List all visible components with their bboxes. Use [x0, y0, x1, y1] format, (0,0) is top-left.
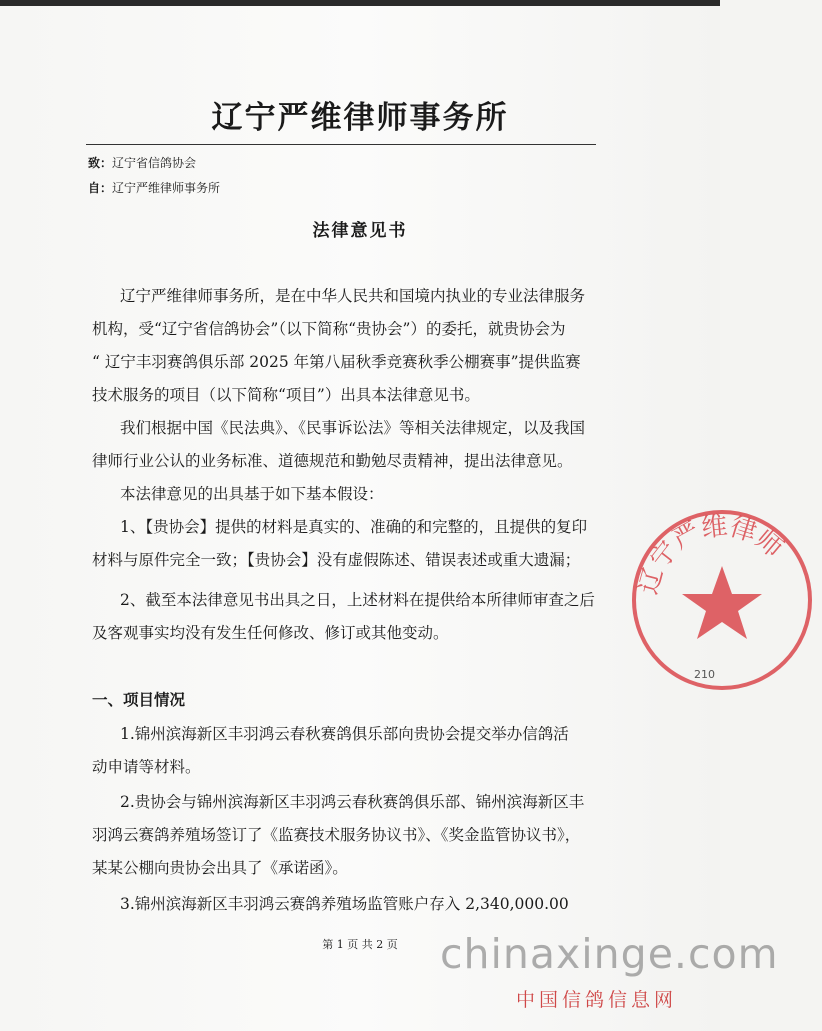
page-indicator: 第 1 页 共 2 页	[322, 938, 398, 951]
official-seal-stamp	[622, 500, 822, 700]
header-divider	[86, 144, 596, 145]
paragraph-line: “ 辽宁丰羽赛鸽俱乐部 2025 年第八届秋季竞赛秋季公棚赛事”提供监赛	[92, 353, 581, 371]
section-line: 某某公棚向贵协会出具了《承诺函》。	[92, 859, 348, 877]
document-title: 法律意见书	[312, 221, 408, 241]
recipient-line	[88, 154, 196, 171]
paragraph-line: 及客观事实均没有发生任何修改、修订或其他变动。	[92, 624, 449, 642]
recipient-value: 辽宁省信鸽协会	[112, 156, 197, 170]
paragraph-line: 2、截至本法律意见书出具之日，上述材料在提供给本所律师审查之后	[120, 591, 595, 609]
paragraph-line: 材料与原件完全一致；【贵协会】没有虚假陈述、错误表述或重大遗漏；	[92, 551, 581, 569]
paragraph-line: 机构，受“辽宁省信鸽协会”（以下简称“贵协会”）的委托，就贵协会为	[92, 320, 566, 338]
site-watermark: chinaxinge.com	[440, 930, 779, 978]
firm-title: 辽宁严维律师事务所	[211, 100, 509, 136]
section-line: 羽鸿云赛鸽养殖场签订了《监赛技术服务协议书》、《奖金监管协议书》，	[92, 826, 581, 844]
recipient-label: 致：	[88, 156, 113, 170]
seal-text-path: 辽宁严维律师	[633, 511, 789, 598]
seal-star-icon	[682, 566, 762, 639]
paragraph-engagement	[92, 280, 628, 412]
paragraph-line: 本法律意见的出具基于如下基本假设：	[120, 485, 384, 503]
seal-number: 210	[694, 668, 715, 681]
paragraph-line: 1、【贵协会】提供的材料是真实的、准确的和完整的，且提供的复印	[120, 518, 588, 536]
section-line: 3.锦州滨海新区丰羽鸿云赛鸽养殖场监管账户存入 2,340,000.00	[120, 895, 569, 913]
sender-value: 辽宁严维律师事务所	[112, 181, 221, 195]
site-watermark-chinese: 中国信鸽信息网	[516, 989, 678, 1011]
paragraph-assumptions-intro	[92, 478, 628, 511]
section-line: 动申请等材料。	[92, 758, 201, 776]
paragraph-line: 我们根据中国《民法典》、《民事诉讼法》等相关法律规定，以及我国	[120, 419, 586, 437]
sender-line	[88, 179, 220, 196]
paragraph-line: 律师行业公认的业务标准、道德规范和勤勉尽责精神，提出法律意见。	[92, 452, 573, 470]
page-top-edge	[0, 0, 720, 6]
sender-label: 自：	[88, 181, 113, 195]
paragraph-assumption-2	[92, 584, 628, 650]
section-heading-project: 一、项目情况	[92, 691, 186, 709]
paragraph-line: 技术服务的项目（以下简称“项目”）出具本法律意见书。	[92, 386, 480, 404]
section-item-1	[92, 718, 628, 784]
section-line: 1.锦州滨海新区丰羽鸿云春秋赛鸽俱乐部向贵协会提交举办信鸽活	[120, 725, 569, 743]
section-item-3	[92, 888, 628, 921]
paragraph-line: 辽宁严维律师事务所，是在中华人民共和国境内执业的专业法律服务	[120, 287, 586, 305]
section-line: 2.贵协会与锦州滨海新区丰羽鸿云春秋赛鸽俱乐部、锦州滨海新区丰	[120, 793, 585, 811]
paragraph-assumption-1	[92, 511, 628, 577]
paragraph-legal-basis	[92, 412, 628, 478]
section-item-2	[92, 786, 628, 885]
